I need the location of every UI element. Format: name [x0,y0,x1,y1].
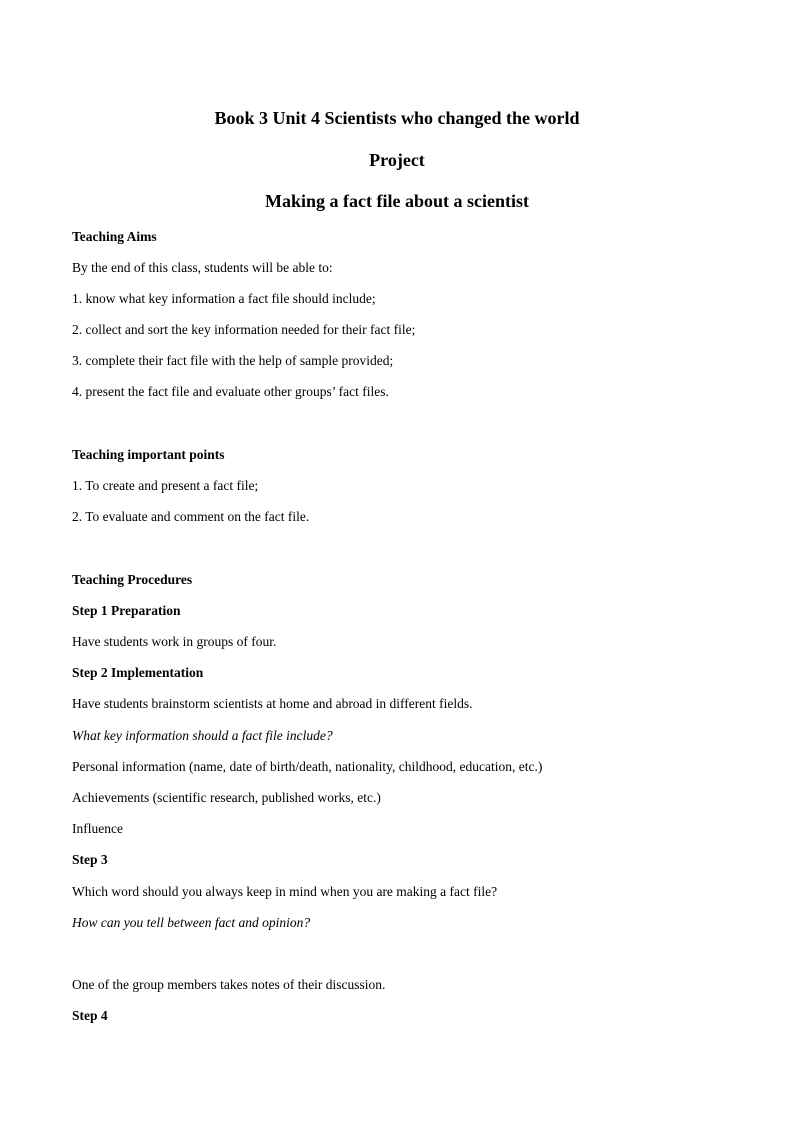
document-title: Book 3 Unit 4 Scientists who changed the world [214,108,580,128]
step2-point: Personal information (name, date of birth/death, nationality, childhood, education, etc.) [72,759,543,774]
teaching-aim-item: 4. present the fact file and evaluate other groups’ fact files. [72,384,389,399]
step2-point: Influence [72,821,123,836]
teaching-aim-item: 3. complete their fact file with the help of sample provided; [72,353,394,368]
important-points-heading: Teaching important points [72,447,225,462]
step2-heading: Step 2 Implementation [72,665,204,680]
step2-point: Achievements (scientific research, published works, etc.) [72,790,381,805]
step1-text: Have students work in groups of four. [72,634,277,649]
teaching-aims-heading: Teaching Aims [72,229,157,244]
step3-heading: Step 3 [72,852,108,867]
teaching-aim-item: 2. collect and sort the key information needed for their fact file; [72,322,416,337]
document-topic: Making a fact file about a scientist [265,191,529,211]
teaching-aims-intro: By the end of this class, students will be able to: [72,260,333,275]
teaching-aim-item: 1. know what key information a fact file should include; [72,291,376,306]
document-subtitle: Project [369,150,425,170]
step4-heading: Step 4 [72,1008,108,1023]
step1-heading: Step 1 Preparation [72,603,181,618]
important-point-item: 2. To evaluate and comment on the fact file. [72,509,310,524]
procedures-heading: Teaching Procedures [72,572,193,587]
step3-question: How can you tell between fact and opinion? [72,915,311,930]
step2-text: Have students brainstorm scientists at home and abroad in different fields. [72,696,473,711]
step3-note: One of the group members takes notes of their discussion. [72,977,386,992]
important-point-item: 1. To create and present a fact file; [72,478,259,493]
step2-question: What key information should a fact file include? [72,728,333,743]
step3-text: Which word should you always keep in mind when you are making a fact file? [72,884,498,899]
